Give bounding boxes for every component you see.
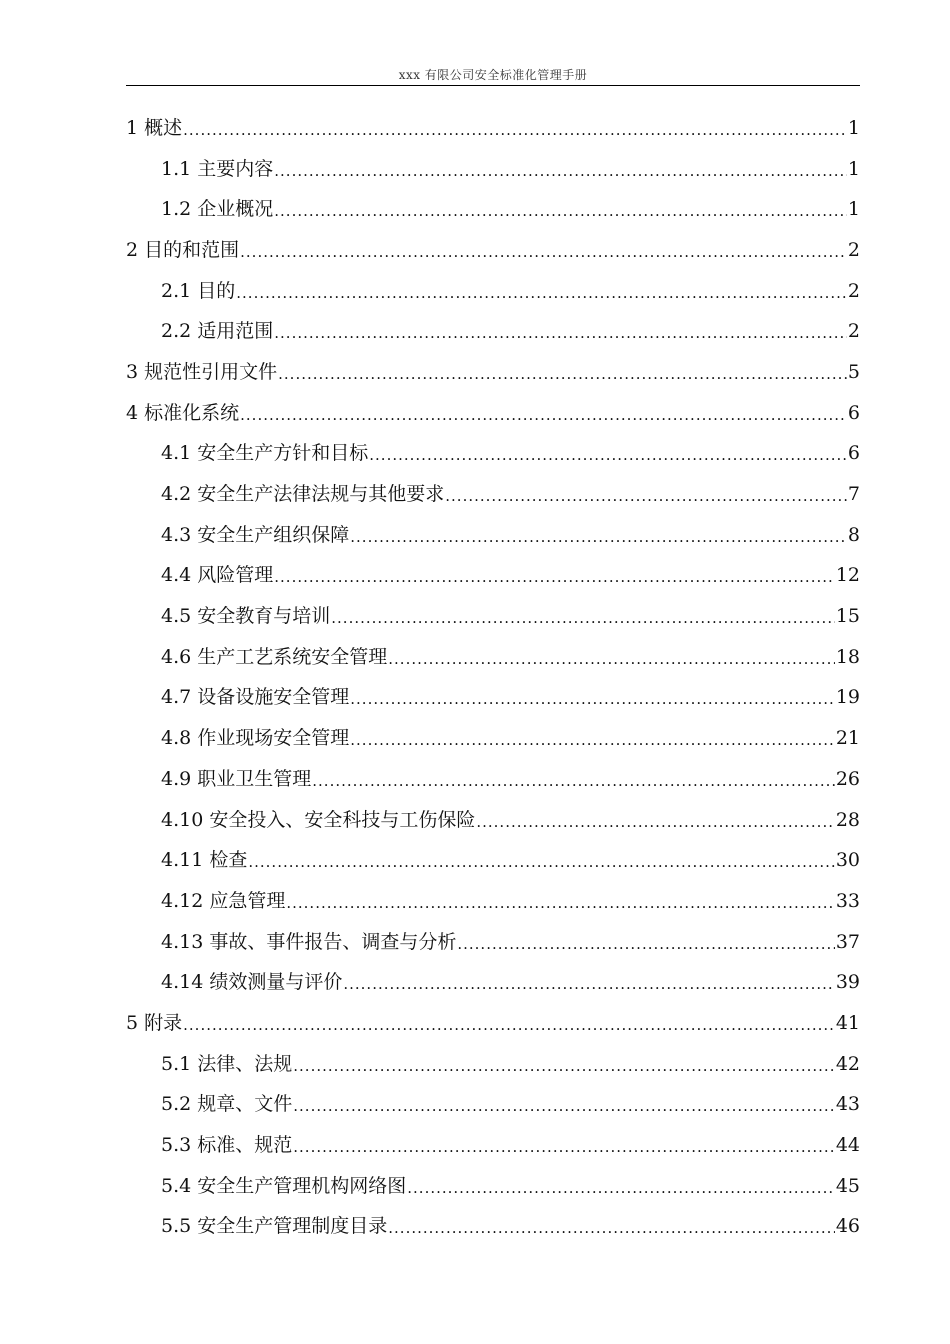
toc-dot-leader — [274, 204, 847, 219]
toc-entry-label: 4.11 检查 — [161, 849, 248, 872]
toc-entry[interactable] — [126, 637, 860, 678]
toc-page-number: 46 — [835, 1215, 860, 1238]
toc-entry[interactable] — [126, 881, 860, 922]
toc-page-number: 33 — [835, 889, 860, 912]
toc-entry-label: 4 标准化系统 — [126, 401, 240, 424]
toc-dot-leader — [476, 815, 834, 830]
toc-dot-leader — [350, 733, 835, 748]
toc-page-number: 21 — [835, 727, 860, 750]
toc-dot-leader — [293, 1059, 835, 1074]
toc-page-number: 45 — [835, 1174, 860, 1197]
toc-page-number: 44 — [835, 1134, 860, 1157]
toc-entry[interactable] — [126, 434, 860, 475]
toc-dot-leader — [407, 1181, 835, 1196]
toc-entry-label: 5.1 法律、法规 — [161, 1052, 293, 1075]
toc-entry[interactable] — [126, 393, 860, 434]
toc-page-number: 42 — [835, 1052, 860, 1075]
toc-page-number: 28 — [835, 808, 860, 831]
toc-dot-leader — [183, 1018, 835, 1033]
toc-entry[interactable] — [126, 556, 860, 597]
toc-dot-leader — [274, 164, 847, 179]
toc-entry-label: 2.2 适用范围 — [161, 320, 274, 343]
toc-entry-label: 2.1 目的 — [161, 279, 236, 302]
toc-entry[interactable] — [126, 474, 860, 515]
toc-entry[interactable] — [126, 596, 860, 637]
header-rule — [126, 85, 860, 86]
toc-dot-leader — [248, 855, 834, 870]
toc-entry-label: 4.5 安全教育与培训 — [161, 605, 331, 628]
toc-dot-leader — [293, 1099, 835, 1114]
toc-entry[interactable] — [126, 1207, 860, 1248]
toc-entry-label: 4.2 安全生产法律法规与其他要求 — [161, 483, 445, 506]
toc-entry[interactable] — [126, 311, 860, 352]
toc-entry-label: 1.1 主要内容 — [161, 157, 274, 180]
toc-entry[interactable] — [126, 108, 860, 149]
toc-dot-leader — [183, 123, 847, 138]
toc-dot-leader — [457, 937, 834, 952]
toc-page-number: 26 — [835, 767, 860, 790]
toc-entry[interactable] — [126, 230, 860, 271]
toc-entry-label: 4.3 安全生产组织保障 — [161, 523, 350, 546]
toc-entry[interactable] — [126, 718, 860, 759]
toc-dot-leader — [312, 774, 835, 789]
toc-entry[interactable] — [126, 1085, 860, 1126]
toc-page-number: 18 — [835, 645, 860, 668]
toc-page-number: 12 — [835, 564, 860, 587]
toc-dot-leader — [445, 489, 847, 504]
toc-entry[interactable] — [126, 271, 860, 312]
toc-entry[interactable] — [126, 149, 860, 190]
toc-page-number: 2 — [847, 238, 860, 261]
toc-entry-label: 3 规范性引用文件 — [126, 360, 278, 383]
toc-dot-leader — [274, 570, 835, 585]
toc-entry-label: 5.3 标准、规范 — [161, 1134, 293, 1157]
toc-page-number: 15 — [835, 605, 860, 628]
toc-entry-label: 5.2 规章、文件 — [161, 1093, 293, 1116]
toc-entry-label: 4.1 安全生产方针和目标 — [161, 442, 369, 465]
toc-dot-leader — [236, 286, 847, 301]
toc-entry[interactable] — [126, 1003, 860, 1044]
toc-dot-leader — [350, 692, 835, 707]
toc-entry-label: 5 附录 — [126, 1011, 183, 1034]
toc-entry-label: 5.4 安全生产管理机构网络图 — [161, 1174, 407, 1197]
toc-page-number: 43 — [835, 1093, 860, 1116]
toc-page-number: 30 — [835, 849, 860, 872]
toc-dot-leader — [369, 448, 847, 463]
toc-entry-label: 4.13 事故、事件报告、调查与分析 — [161, 930, 457, 953]
toc-page-number: 39 — [835, 971, 860, 994]
toc-entry[interactable] — [126, 800, 860, 841]
toc-entry[interactable] — [126, 962, 860, 1003]
toc-entry-label: 4.7 设备设施安全管理 — [161, 686, 350, 709]
toc-entry[interactable] — [126, 840, 860, 881]
toc-entry-label: 5.5 安全生产管理制度目录 — [161, 1215, 388, 1238]
toc-page-number: 1 — [847, 116, 860, 139]
toc-page-number: 1 — [847, 198, 860, 221]
toc-entry[interactable] — [126, 922, 860, 963]
toc-page-number: 19 — [835, 686, 860, 709]
toc-dot-leader — [240, 245, 847, 260]
toc-dot-leader — [388, 1221, 835, 1236]
toc-dot-leader — [350, 530, 847, 545]
toc-entry-label: 4.9 职业卫生管理 — [161, 767, 312, 790]
toc-page-number: 8 — [847, 523, 860, 546]
toc-entry[interactable] — [126, 759, 860, 800]
toc-entry-label: 1.2 企业概况 — [161, 198, 274, 221]
toc-page-number: 5 — [847, 360, 860, 383]
toc-entry[interactable] — [126, 1044, 860, 1085]
toc-entry[interactable] — [126, 515, 860, 556]
toc-dot-leader — [278, 367, 847, 382]
page-header: xxx 有限公司安全标准化管理手册 — [398, 68, 588, 82]
toc-page-number: 7 — [847, 483, 860, 506]
toc-page-number: 6 — [847, 442, 860, 465]
toc-dot-leader — [331, 611, 835, 626]
toc-entry-label: 1 概述 — [126, 116, 183, 139]
toc-entry-label: 4.12 应急管理 — [161, 889, 286, 912]
table-of-contents — [126, 108, 860, 1247]
toc-entry[interactable] — [126, 189, 860, 230]
toc-entry[interactable] — [126, 352, 860, 393]
toc-entry[interactable] — [126, 1166, 860, 1207]
toc-dot-leader — [343, 977, 834, 992]
toc-dot-leader — [286, 896, 834, 911]
toc-page-number: 1 — [847, 157, 860, 180]
toc-page-number: 6 — [847, 401, 860, 424]
toc-entry-label: 2 目的和范围 — [126, 238, 240, 261]
toc-page-number: 2 — [847, 279, 860, 302]
toc-dot-leader — [274, 326, 847, 341]
toc-dot-leader — [293, 1140, 835, 1155]
toc-entry-label: 4.4 风险管理 — [161, 564, 274, 587]
toc-dot-leader — [388, 652, 835, 667]
toc-entry[interactable] — [126, 1125, 860, 1166]
toc-page-number: 2 — [847, 320, 860, 343]
toc-entry-label: 4.10 安全投入、安全科技与工伤保险 — [161, 808, 476, 831]
toc-entry[interactable] — [126, 678, 860, 719]
toc-entry-label: 4.6 生产工艺系统安全管理 — [161, 645, 388, 668]
toc-entry-label: 4.14 绩效测量与评价 — [161, 971, 343, 994]
toc-dot-leader — [240, 408, 847, 423]
toc-page-number: 41 — [835, 1011, 860, 1034]
toc-entry-label: 4.8 作业现场安全管理 — [161, 727, 350, 750]
toc-page-number: 37 — [835, 930, 860, 953]
